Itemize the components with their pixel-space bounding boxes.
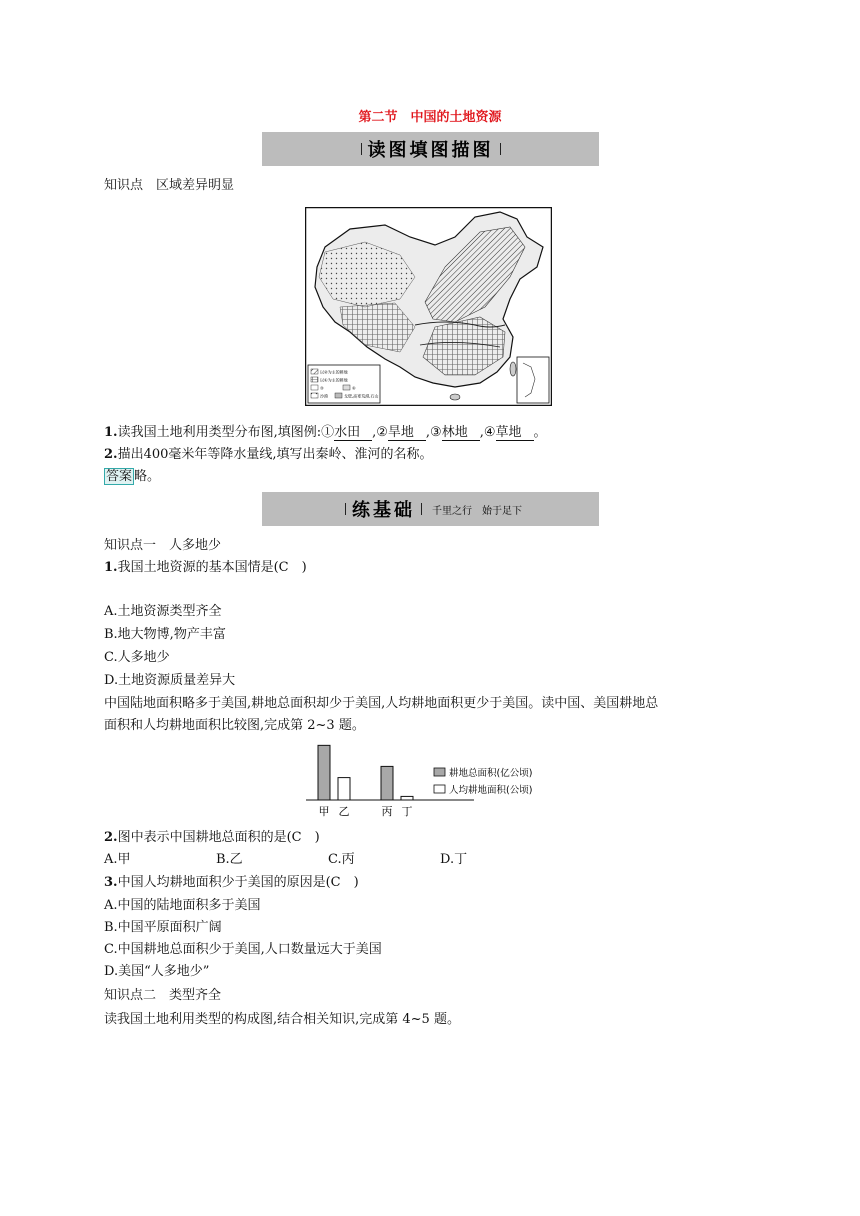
legend-label: 戈壁,高寒荒漠,石山 [344, 393, 379, 399]
chart-bar-4 [401, 796, 413, 800]
question-fill-legend: 1.读我国土地利用类型分布图,填图例:①水田 ,②旱地 ,③林地 ,④草地 。 [104, 425, 547, 440]
page-title: 第二节 中国的土地资源 [358, 110, 502, 125]
legend-label: 沙漠 [320, 393, 328, 399]
legend-label: 以②为主的耕地 [320, 369, 348, 375]
section-heading-2: 知识点二 类型齐全 [104, 988, 222, 1003]
question-2-option: B.乙 [216, 852, 243, 867]
answer-blank: 旱地 [388, 425, 426, 441]
intro-2-3-line2: 面积和人均耕地面积比较图,完成第 2~3 题。 [104, 718, 365, 733]
intro-4-5: 读我国土地利用类型的构成图,结合相关知识,完成第 4~5 题。 [104, 1012, 460, 1027]
legend-label: 以①为主的耕地 [320, 377, 348, 383]
answer-text: 略。 [134, 469, 161, 484]
question-3-stem: 3.中国人均耕地面积少于美国的原因是(C ) [104, 875, 359, 890]
answer-blank: 水田 [334, 425, 372, 441]
banner-read-map [262, 132, 599, 166]
question-1-stem: 1.我国土地资源的基本国情是(C ) [104, 560, 307, 575]
question-3-option: D.美国“人多地少” [104, 964, 210, 979]
question-1-option: B.地大物博,物产丰富 [104, 627, 226, 642]
answer-blank: 草地 [496, 425, 534, 441]
answer-label: 答案 [106, 469, 133, 484]
chart-category-label: 乙 [338, 805, 350, 818]
question-draw-line: 2.描出400毫米年等降水量线,填写出秦岭、淮河的名称。 [104, 447, 433, 462]
question-2-option: C.丙 [328, 852, 355, 867]
legend-label: ④ [352, 385, 356, 391]
answer-blank: 林地 [442, 425, 480, 441]
chart-bar-1 [318, 745, 330, 800]
chart-bar-2 [338, 778, 350, 800]
question-2-option: D.丁 [440, 852, 468, 867]
question-1-option: A.土地资源类型齐全 [104, 604, 222, 619]
legend-swatch [434, 768, 445, 776]
chart-bar-3 [381, 766, 393, 800]
chart-category-label: 丁 [401, 805, 413, 818]
question-2-options [104, 850, 552, 870]
question-2-stem: 2.图中表示中国耕地总面积的是(C ) [104, 830, 320, 845]
question-3-option: B.中国平原面积广阔 [104, 920, 222, 935]
banner-practice-sub: 千里之行 始于足下 [432, 505, 522, 517]
intro-2-3-line1: 中国陆地面积略多于美国,耕地总面积却少于美国,人均耕地面积更少于美国。读中国、美国耕地总 [104, 696, 659, 711]
legend-label: 耕地总面积(亿公顷) [449, 768, 533, 779]
land-use-map [305, 207, 552, 406]
banner-read-map-label: 读图填图描图 [367, 140, 494, 161]
farmland-bar-chart [306, 740, 556, 820]
legend-label: ③ [320, 385, 324, 391]
chart-category-label: 甲 [318, 805, 330, 818]
question-1-option: C.人多地少 [104, 650, 170, 665]
chart-category-label: 丙 [381, 805, 393, 818]
legend-swatch [434, 785, 445, 793]
answer-line [104, 467, 160, 487]
question-1-option: D.土地资源质量差异大 [104, 673, 236, 688]
legend-label: 人均耕地面积(公顷) [449, 785, 533, 796]
question-2-option: A.甲 [104, 852, 131, 867]
question-3-option: C.中国耕地总面积少于美国,人口数量远大于美国 [104, 942, 382, 957]
section-heading-1: 知识点一 人多地少 [104, 538, 222, 553]
question-3-option: A.中国的陆地面积多于美国 [104, 898, 261, 913]
banner-practice-label: 练基础 [352, 500, 415, 521]
section-heading-region: 知识点 区域差异明显 [104, 178, 235, 193]
banner-practice [262, 492, 599, 526]
